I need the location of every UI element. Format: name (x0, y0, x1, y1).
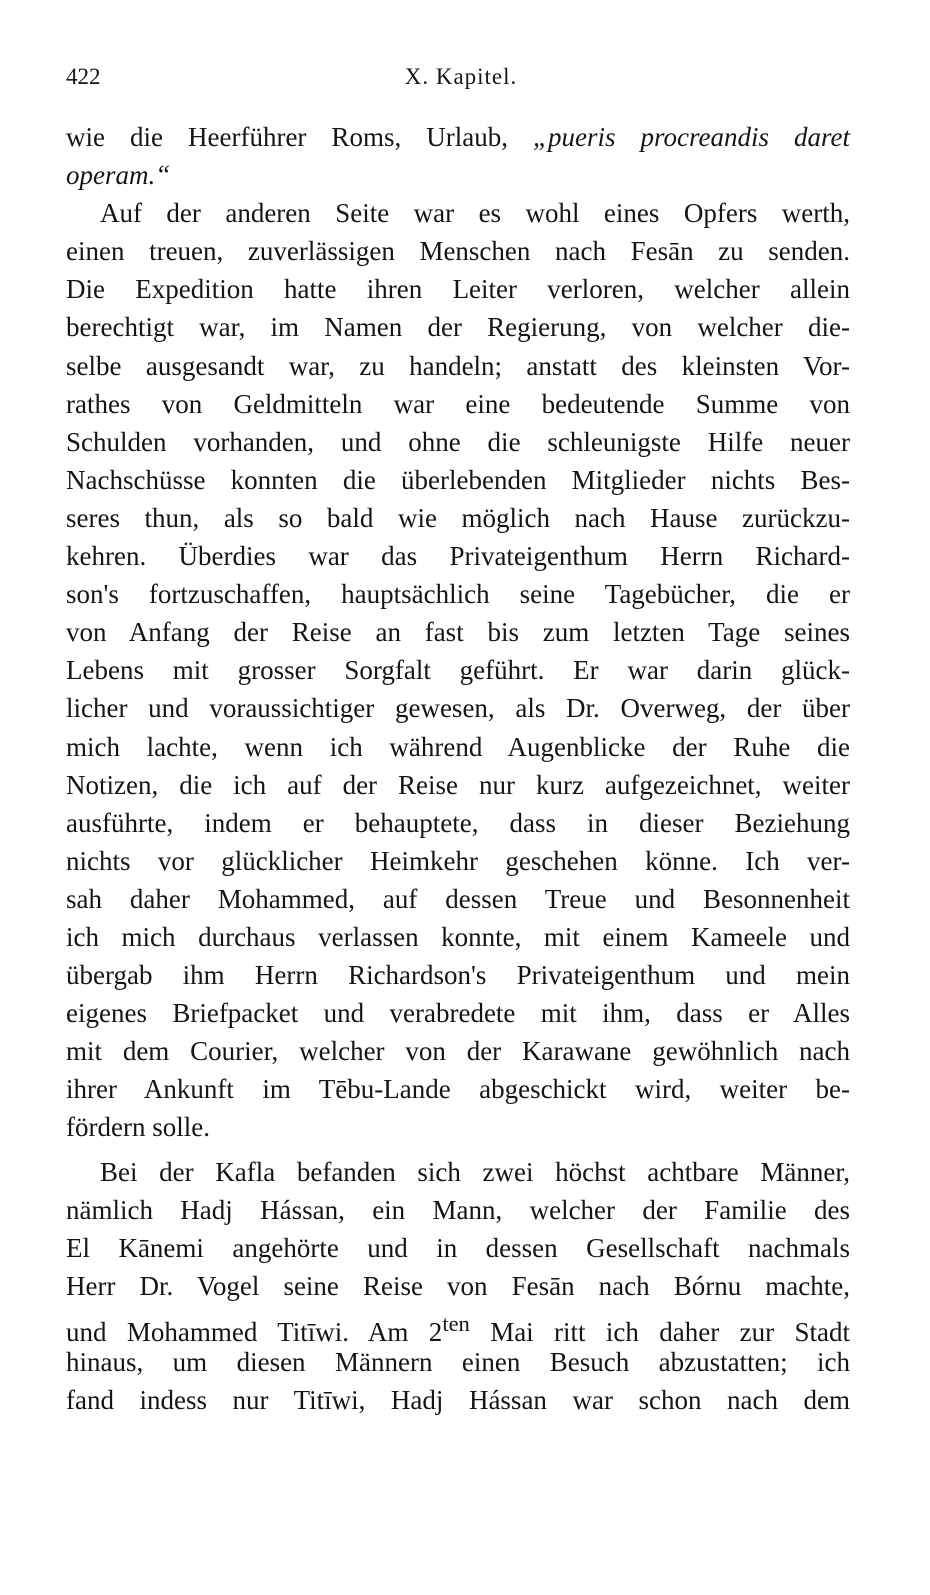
text-line: eigenes Briefpacket und verabredete mit ihm, dass er Alles (66, 998, 850, 1029)
text-line: von Anfang der Reise an fast bis zum letzten Tage seines (66, 617, 850, 648)
text-line: kehren. Überdies war das Privateigenthum Herrn Richard- (66, 541, 850, 572)
text-line: hinaus, um diesen Männern einen Besuch abzustatten; ich (66, 1347, 850, 1377)
page-header (66, 64, 856, 100)
text-line: ich mich durchaus verlassen konnte, mit einem Kameele und (66, 921, 850, 952)
latin-quote-end: operam.“ (66, 160, 171, 191)
text-line: rathes von Geldmitteln war eine bedeutende Summe von (66, 388, 850, 419)
running-head: X. Kapitel. (404, 64, 518, 89)
text-line: Nachschüsse konnten die überlebenden Mitglieder nichts Bes- (66, 464, 850, 495)
text-line: Notizen, die ich auf der Reise nur kurz aufgezeichnet, weiter (66, 769, 850, 800)
text-line: sah daher Mohammed, auf dessen Treue und Besonnenheit (66, 883, 850, 914)
latin-quote: „pueris procreandis daret (532, 122, 850, 152)
text-line: fand indess nur Titīwi, Hadj Hássan war schon nach dem (66, 1385, 850, 1416)
text-line: Auf der anderen Seite war es wohl eines Opfers werth, (100, 198, 850, 229)
text-line: einen treuen, zuverlässigen Menschen nach Fesān zu senden. (66, 236, 850, 267)
text-line: Bei der Kafla befanden sich zwei höchst achtbare Männer, (100, 1156, 850, 1187)
text-line: berechtigt war, im Namen der Regierung, von welcher die- (66, 312, 850, 343)
text-line: licher und voraussichtiger gewesen, als Dr. Overweg, der über (66, 693, 850, 724)
text-line: mit dem Courier, welcher von der Karawane gewöhnlich nach (66, 1036, 850, 1067)
text-line: seres thun, als so bald wie möglich nach Hause zurückzu- (66, 502, 850, 533)
text-line: Herr Dr. Vogel seine Reise von Fesān nach Bórnu machte, (66, 1270, 850, 1301)
text-line: Die Expedition hatte ihren Leiter verloren, welcher allein (66, 274, 850, 305)
text-line (66, 156, 850, 194)
text-line: wie die Heerführer Roms, Urlaub, „pueris procreandis daret (66, 122, 850, 152)
superscript-ten: ten (442, 1310, 470, 1336)
text-line: mich lachte, wenn ich während Augenblicke der Ruhe die (66, 731, 850, 762)
text-line: übergab ihm Herrn Richardson's Privateigenthum und mein (66, 960, 850, 991)
text-line: selbe ausgesandt war, zu handeln; anstatt des kleinsten Vor- (66, 350, 850, 381)
text-line: son's fortzuschaffen, hauptsächlich seine Tagebücher, die er (66, 579, 850, 610)
text-line: Schulden vorhanden, und ohne die schleunigste Hilfe neuer (66, 426, 850, 457)
page-number: 422 (66, 64, 101, 89)
text-line: Lebens mit grosser Sorgfalt geführt. Er war darin glück- (66, 655, 850, 686)
text-line: ihrer Ankunft im Tēbu-Lande abgeschickt wird, weiter be- (66, 1074, 850, 1105)
text-line: ausführte, indem er behauptete, dass in dieser Beziehung (66, 807, 850, 838)
text-line: nichts vor glücklicher Heimkehr geschehen könne. Ich ver- (66, 845, 850, 876)
text-line: und Mohammed Titīwi. Am $2^{ten}$ Mai ritt ich daher zur Stadt (66, 1310, 850, 1347)
text-line: nämlich Hadj Hássan, ein Mann, welcher der Familie des (66, 1194, 850, 1225)
text-line: fördern solle. (66, 1112, 210, 1143)
body-text (66, 118, 850, 1419)
text-line: El Kānemi angehörte und in dessen Gesellschaft nachmals (66, 1232, 850, 1263)
